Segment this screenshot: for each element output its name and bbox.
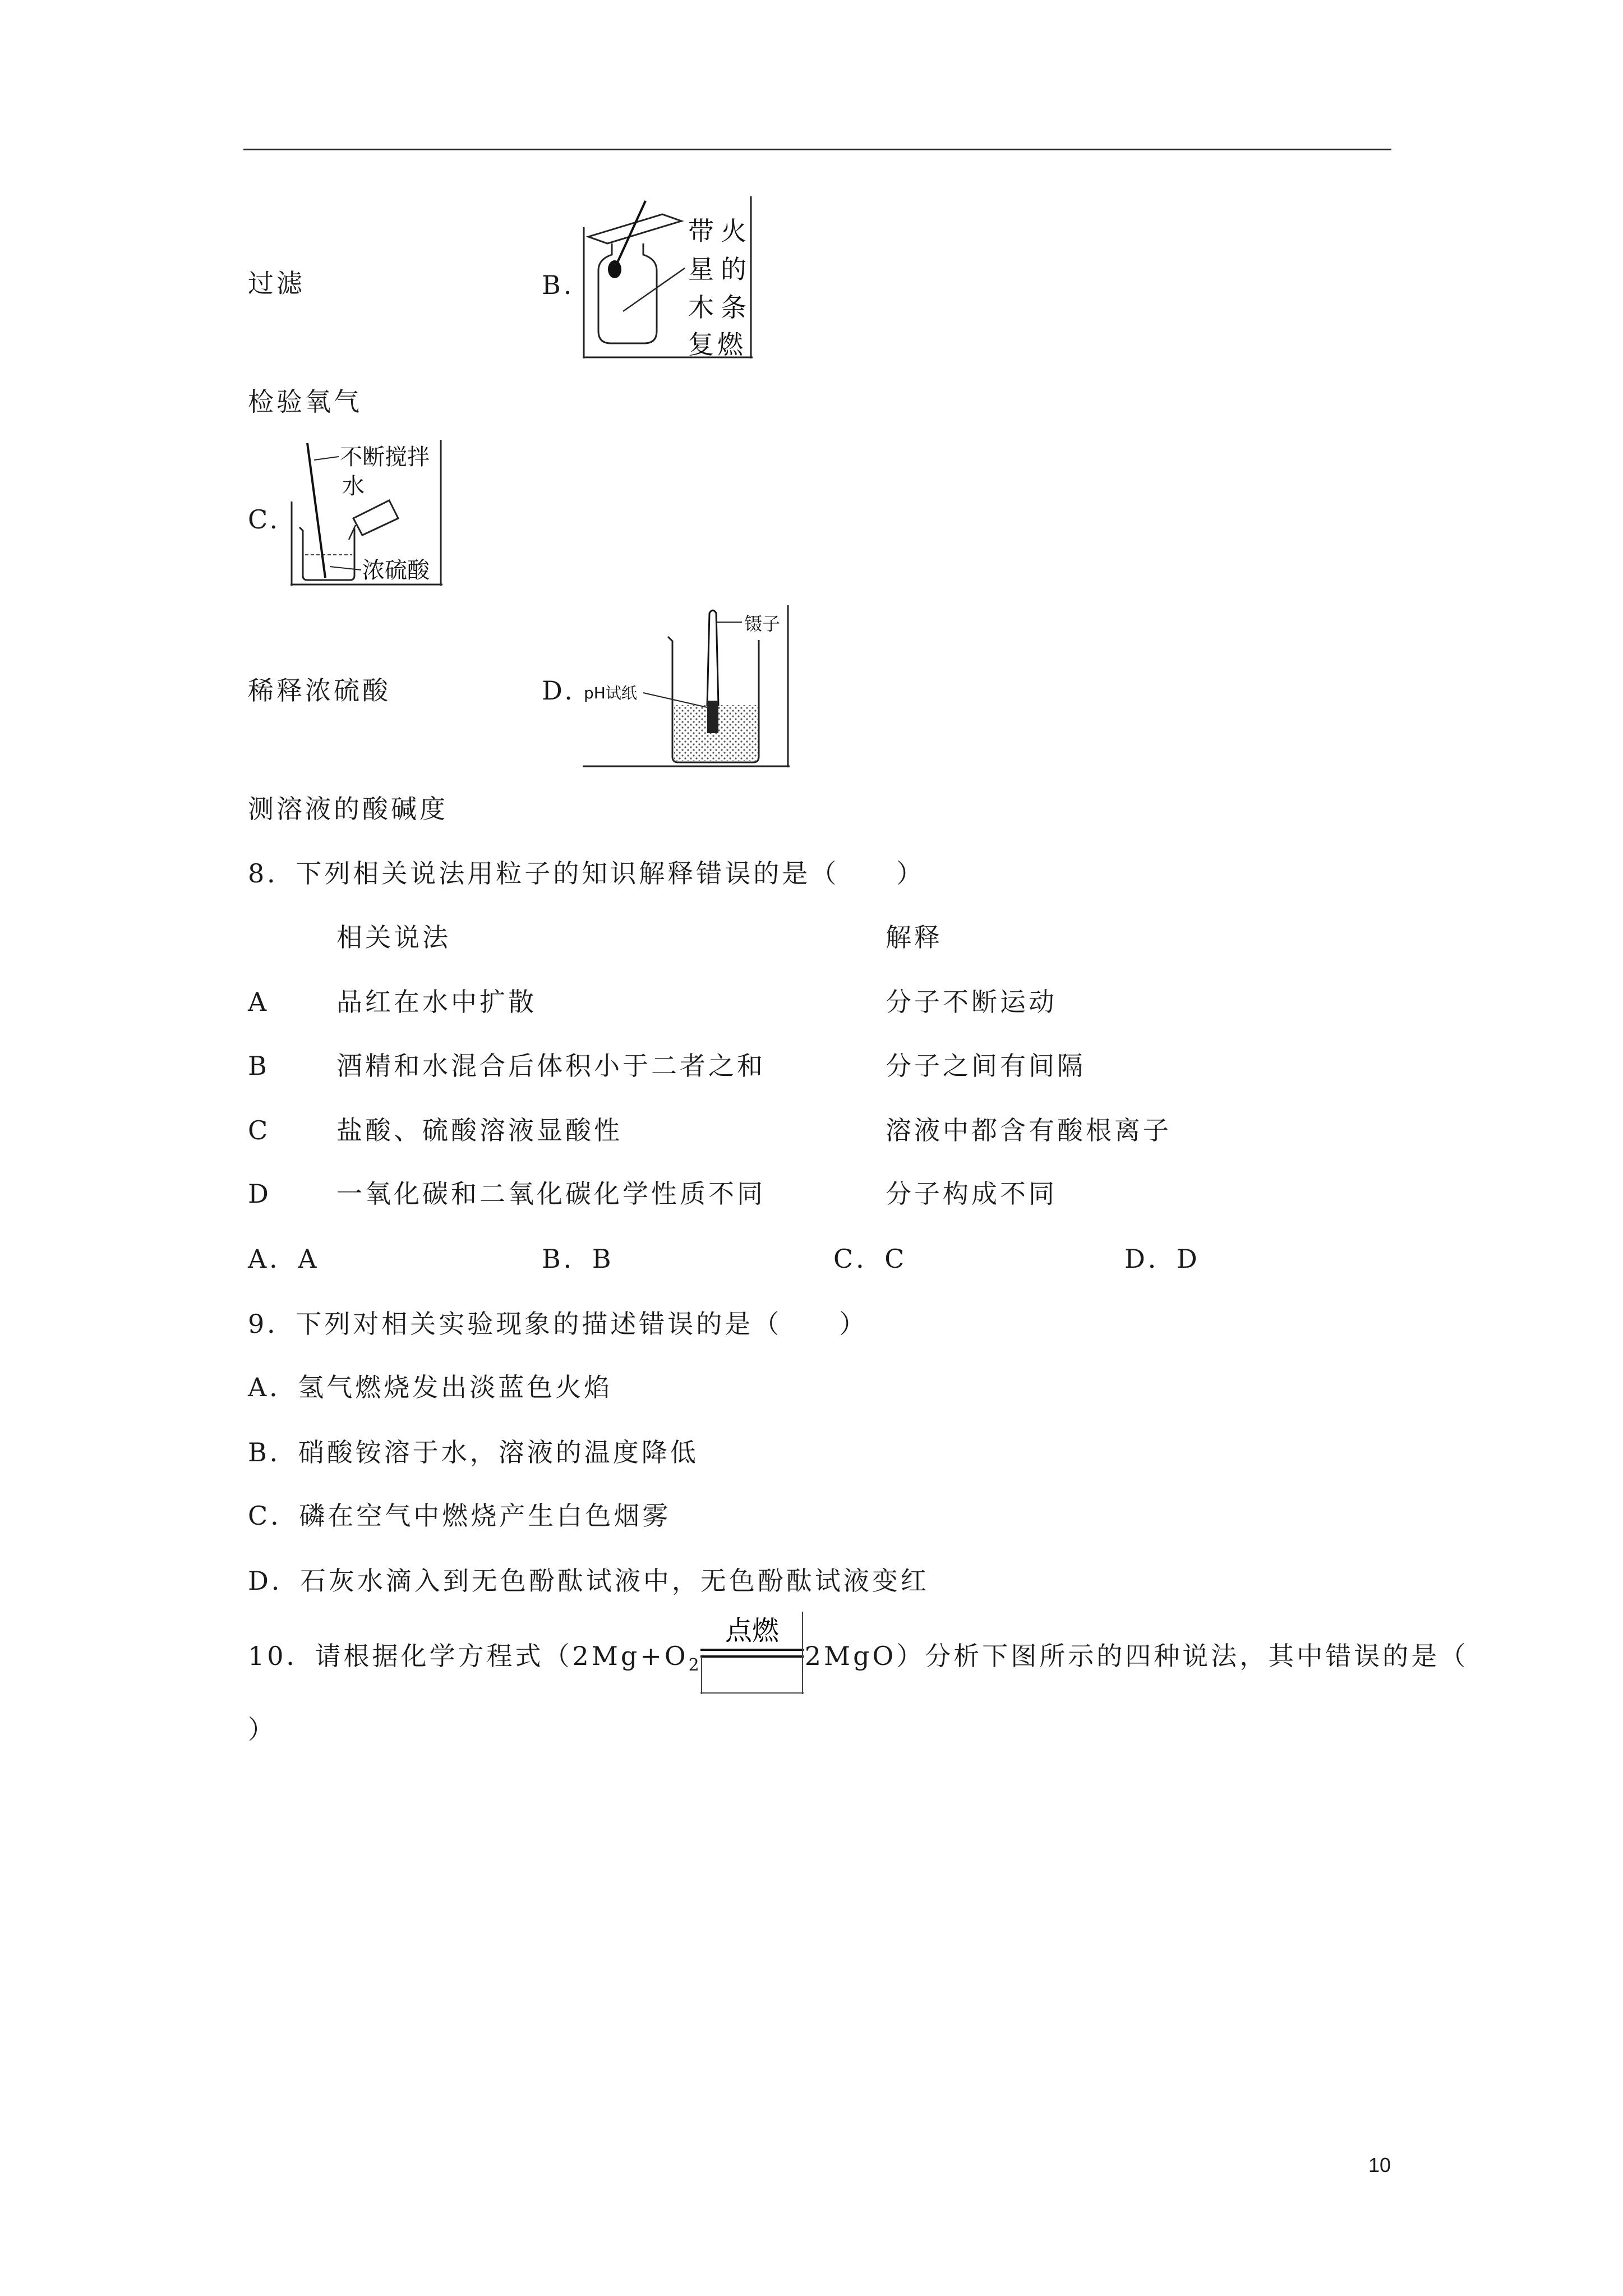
choice-a: A．氢气燃烧发出淡蓝色火焰 [248, 1372, 613, 1402]
figure-label: 条 [721, 292, 746, 323]
table-row [0, 1178, 1623, 1209]
stem-suffix-text: 2MgO）分析下图所示的四种说法，其中错误的是（ [804, 1641, 1469, 1671]
ph-paper [707, 701, 718, 733]
option-b-label: B. [542, 270, 575, 300]
option-d-caption: 测溶液的酸碱度 [248, 794, 448, 824]
choice-b: B．硝酸铵溶于水，溶液的温度降低 [248, 1437, 699, 1467]
question-10-stem [248, 1612, 1468, 1694]
ph-test-figure [583, 605, 790, 767]
row-statement: 品红在水中扩散 [336, 987, 537, 1017]
header-rule [243, 149, 1391, 150]
figure-label: 复 [688, 329, 714, 358]
table-row [0, 986, 1623, 1018]
dilution-figure [291, 440, 442, 586]
figure-label: 星 [688, 254, 714, 284]
reaction-condition-figure [700, 1612, 804, 1694]
stir-label: 不断搅拌 [340, 444, 430, 470]
figure-label: 火 [721, 216, 746, 246]
oxygen-test-figure [583, 196, 753, 358]
question-8-options [0, 1243, 1623, 1274]
row-key: C [248, 1115, 271, 1145]
stir-leader-line [314, 457, 339, 460]
figure-label: 的 [721, 254, 746, 284]
header-explanation: 解释 [886, 922, 943, 953]
choice-a: A．A [248, 1244, 320, 1274]
acid-label: 浓硫酸 [362, 558, 430, 583]
option-c-caption: 稀释浓硫酸 [248, 675, 391, 706]
choice-c: C．磷在空气中燃烧产生白色烟雾 [248, 1501, 671, 1531]
glowing-ember [608, 260, 621, 278]
choice-b: B．B [542, 1244, 614, 1274]
pointer-line [623, 268, 685, 311]
table-header [0, 922, 1623, 953]
row-explanation: 分子之间有间隔 [886, 1051, 1086, 1081]
option-d-label: D. [542, 675, 575, 706]
question-9-stem: 9．下列对相关实验现象的描述错误的是（ ） [248, 1309, 868, 1339]
table-row [0, 1050, 1623, 1082]
option-b-caption: 检验氧气 [248, 386, 362, 417]
row-explanation: 分子构成不同 [886, 1179, 1057, 1209]
row-statement: 盐酸、硫酸溶液显酸性 [336, 1115, 623, 1145]
reaction-condition: 点燃 [725, 1615, 779, 1646]
water-label: 水 [342, 473, 365, 499]
acid-leader-line [330, 567, 361, 570]
question-10-prefix [248, 1640, 699, 1681]
beaker [299, 527, 354, 580]
figure-label: 带 [688, 216, 714, 246]
tweezers [707, 610, 718, 705]
table-row [0, 1115, 1623, 1146]
glass-rod [307, 443, 325, 578]
glass-plate [588, 214, 681, 243]
question-10-end: ） [248, 1714, 276, 1745]
row-key: B [248, 1051, 270, 1081]
stem-prefix-text: 10．请根据化学方程式（2Mg+O [248, 1641, 689, 1671]
row-key: A [248, 987, 270, 1017]
question-8-stem: 8．下列相关说法用粒子的知识解释错误的是（ ） [248, 858, 925, 889]
tweezers-label: 镊子 [744, 613, 781, 634]
option-c-label: C. [248, 504, 281, 535]
water-container [353, 500, 398, 535]
choice-c: C．C [833, 1244, 907, 1274]
option-a-caption: 过滤 [248, 268, 305, 298]
page-number: 10 [1368, 2154, 1391, 2177]
header-statement: 相关说法 [336, 922, 451, 953]
oxygen-subscript: 2 [688, 1655, 699, 1676]
row-statement: 一氧化碳和二氧化碳化学性质不同 [336, 1179, 766, 1209]
choice-d: D．石灰水滴入到无色酚酞试液中，无色酚酞试液变红 [248, 1566, 929, 1596]
row-explanation: 分子不断运动 [886, 987, 1057, 1017]
choice-d: D．D [1124, 1244, 1200, 1274]
row-statement: 酒精和水混合后体积小于二者之和 [336, 1051, 766, 1081]
row-explanation: 溶液中都含有酸根离子 [886, 1115, 1172, 1145]
row-key: D [248, 1179, 271, 1209]
figure-label: 木 [688, 292, 714, 323]
paper-label: pH试纸 [584, 684, 637, 702]
figure-label: 燃 [717, 329, 743, 358]
